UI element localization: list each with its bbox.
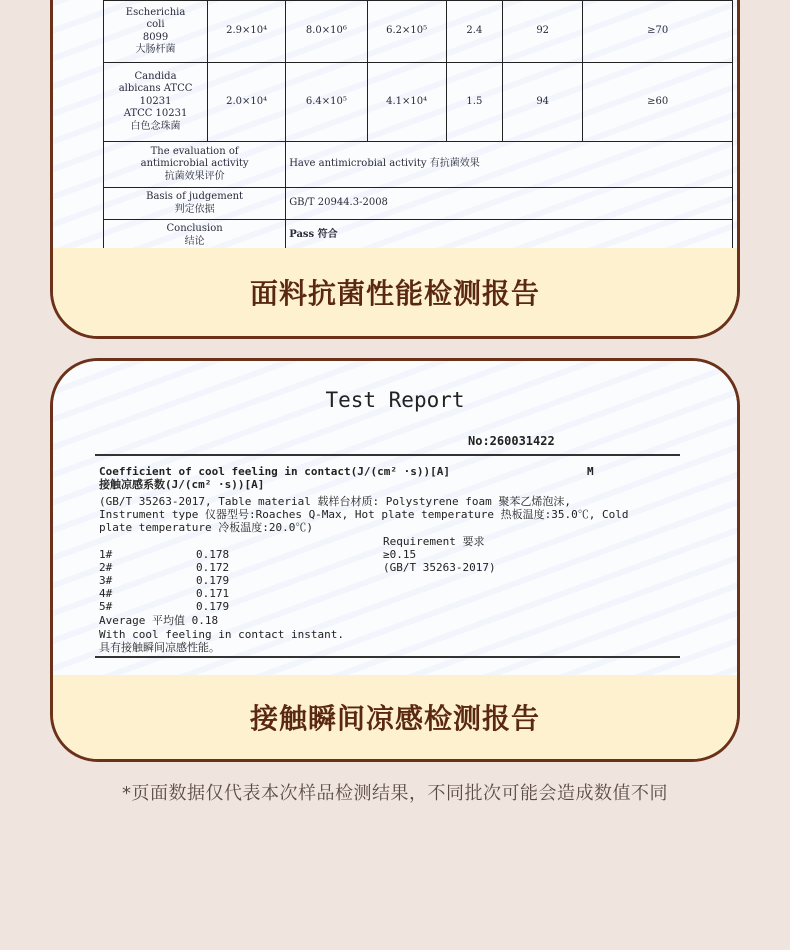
requirement-standard: (GB/T 35263-2017)	[383, 561, 496, 574]
sample-id: 3#	[99, 574, 113, 587]
basis-label: Basis of judgement 判定依据	[104, 188, 286, 220]
sample-value: 0.179	[196, 574, 230, 587]
value-cell: 2.4	[446, 1, 502, 63]
evaluation-value: Have antimicrobial activity 有抗菌效果	[286, 142, 733, 188]
antibacterial-table	[103, 0, 733, 252]
sample-id: 1#	[99, 548, 113, 561]
value-cell: 2.0×10⁴	[208, 63, 286, 142]
value-cell: ≥60	[583, 63, 733, 142]
column-mark: M	[587, 465, 594, 478]
coefficient-en: Coefficient of cool feeling in contact(J/(cm² ·s))[A]	[99, 465, 450, 478]
condition-line-3: plate temperature 冷板温度:20.0℃)	[99, 521, 313, 534]
report-number: No:260031422	[468, 434, 555, 448]
value-cell: 6.4×10⁵	[286, 63, 367, 142]
value-cell: ≥70	[583, 1, 733, 63]
strain-cell: Candida albicans ATCC 10231 ATCC 10231 白色念珠菌	[104, 63, 208, 142]
sample-id: 5#	[99, 600, 113, 613]
average-value: Average 平均值 0.18	[99, 614, 219, 627]
divider	[95, 454, 680, 456]
value-cell: 4.1×10⁴	[367, 63, 446, 142]
sample-value: 0.179	[196, 600, 230, 613]
value-cell: 2.9×10⁴	[208, 1, 286, 63]
table-row	[104, 1, 733, 63]
disclaimer-footnote: *页面数据仅代表本次样品检测结果，不同批次可能会造成数值不同	[122, 783, 668, 804]
conclusion-label: Conclusion 结论	[104, 220, 286, 252]
requirement-label: Requirement 要求	[383, 535, 485, 548]
report-image-cool-feeling	[53, 361, 737, 679]
coefficient-zh: 接触凉感系数(J/(cm² ·s))[A]	[99, 478, 265, 491]
sample-value: 0.178	[196, 548, 230, 561]
basis-value: GB/T 20944.3-2008	[286, 188, 733, 220]
note-zh: 具有接触瞬间凉感性能。	[99, 641, 220, 654]
value-cell: 6.2×10⁵	[367, 1, 446, 63]
sample-value: 0.171	[196, 587, 230, 600]
table-row	[104, 142, 733, 188]
note-en: With cool feeling in contact instant.	[99, 628, 345, 641]
sample-value: 0.172	[196, 561, 230, 574]
value-cell: 92	[503, 1, 583, 63]
section-title: 面料抗菌性能检测报告	[249, 277, 540, 310]
value-cell: 8.0×10⁶	[286, 1, 367, 63]
sample-id: 4#	[99, 587, 113, 600]
value-cell: 1.5	[446, 63, 502, 142]
condition-line-1: (GB/T 35263-2017, Table material 载样台材质: Polystyrene foam 聚苯乙烯泡沫,	[99, 495, 571, 508]
cool-feeling-banner	[53, 675, 737, 759]
conclusion-value: Pass 符合	[286, 220, 733, 252]
table-row	[104, 188, 733, 220]
divider	[95, 656, 680, 658]
condition-line-2: Instrument type 仪器型号:Roaches Q-Max, Hot plate temperature 热板温度:35.0℃, Cold	[99, 508, 629, 521]
strain-cell: Escherichia coli 8099 大肠杆菌	[104, 1, 208, 63]
value-cell: 94	[503, 63, 583, 142]
section-title: 接触瞬间凉感检测报告	[249, 702, 540, 735]
antibacterial-banner	[53, 248, 737, 336]
test-report	[53, 361, 737, 679]
evaluation-label: The evaluation of antimicrobial activity 抗菌效果评价	[104, 142, 286, 188]
table-row	[104, 63, 733, 142]
table-row	[104, 220, 733, 252]
antibacterial-report-card	[50, 0, 740, 339]
report-image-antibacterial	[53, 0, 737, 252]
requirement-value: ≥0.15	[383, 548, 417, 561]
cool-feeling-report-card	[50, 358, 740, 762]
report-title: Test Report	[325, 388, 465, 412]
sample-id: 2#	[99, 561, 113, 574]
